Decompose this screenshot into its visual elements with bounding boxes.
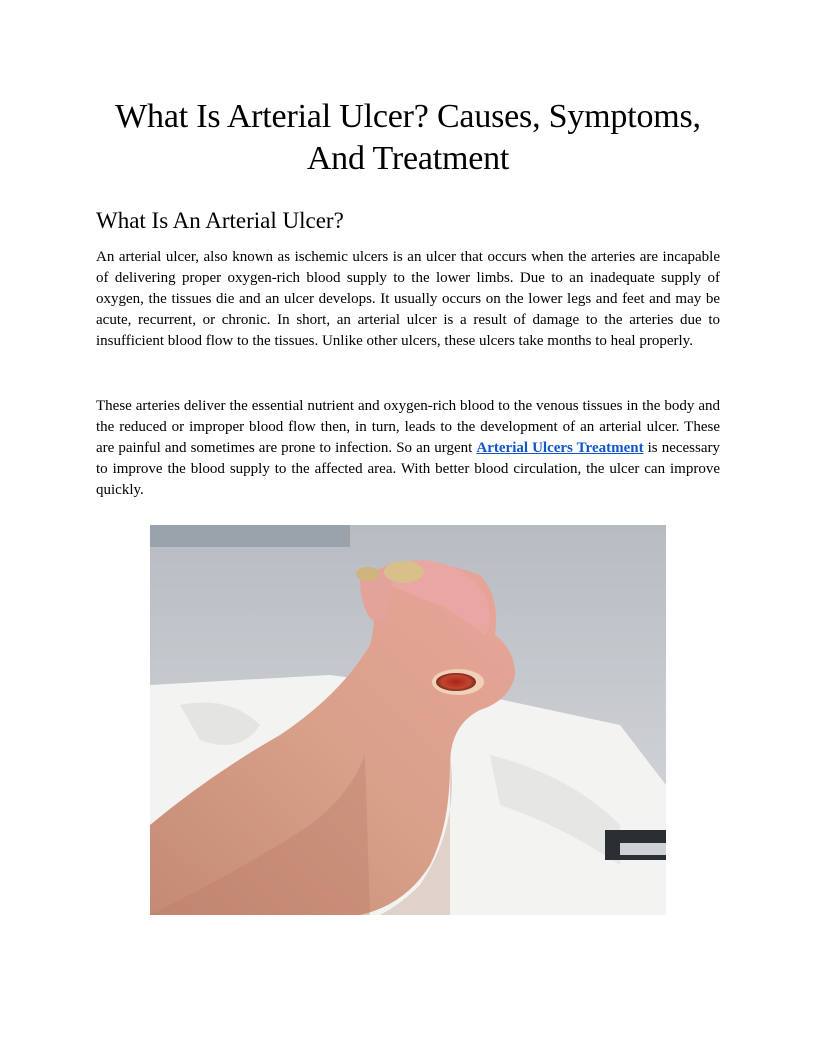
paragraph-intro: An arterial ulcer, also known as ischemic ulcers is an ulcer that occurs when the arteries are incapable of delivering proper oxygen-rich blood supply to the lower limbs. Due to an inadequate supply of oxygen, the tissues die and an ulcer develops. It usually occurs on the lower legs and feet and may be acute, recurrent, or chronic. In short, an arterial ulcer is a result of damage to the arteries due to insufficient blood flow to the tissues. Unlike other ulcers, these ulcers take months to heal properly. xyxy=(96,249,720,349)
paragraph-text-after-link: is necessary to improve the blood supply to the affected area. With better blood circulation, the ulcer can improve quickly. xyxy=(96,440,720,498)
paragraph-text-before-link: These arteries deliver the essential nutrient and oxygen-rich blood to the venous tissues in the body and the reduced or improper blood flow then, in turn, leads to the development of an arterial ulcer. These are painful and sometimes are prone to infection. So an urgent xyxy=(96,398,720,456)
paragraph-arteries xyxy=(96,396,720,501)
page-title: What Is Arterial Ulcer? Causes, Symptoms, And Treatment xyxy=(115,98,701,177)
arterial-ulcers-treatment-link[interactable]: Arterial Ulcers Treatment xyxy=(476,440,644,456)
section-heading: What Is An Arterial Ulcer? xyxy=(96,208,344,233)
arterial-ulcer-foot-photo xyxy=(150,525,666,915)
